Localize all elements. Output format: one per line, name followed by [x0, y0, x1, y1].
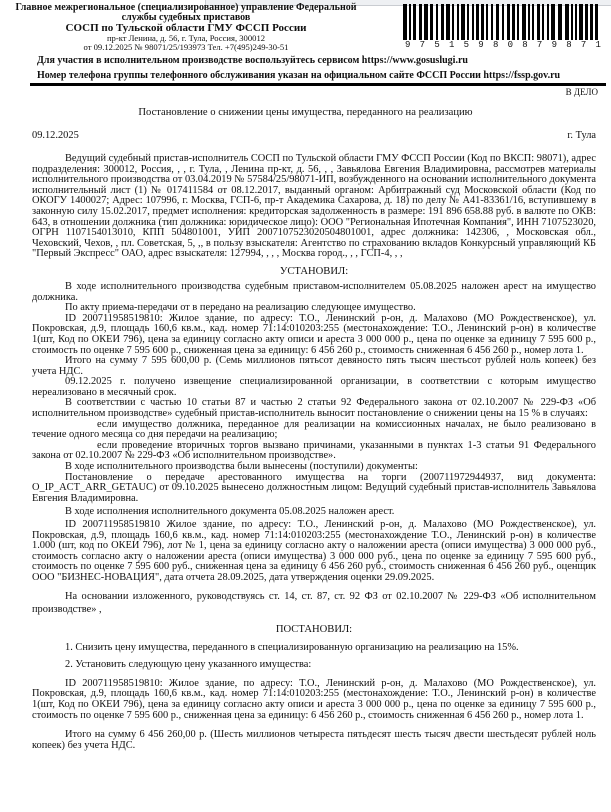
barcode-digit: 8: [522, 40, 528, 50]
established-paragraph: В соответствии с частью 10 статьи 87 и частью 2 статьи 92 Федерального закона от 02.10.2007 № 229-ФЗ «Об исполнительном производстве» судебный пристав-исполнитель выносит постановление о снижении цены на 15 % в случаях:: [32, 397, 596, 420]
barcode: [403, 4, 601, 40]
barcode-digit: 5: [463, 40, 470, 50]
established-paragraph: В ходе исполнительного производства были вынесены (поступили) документы:: [65, 461, 418, 473]
barcode-digit: 1: [595, 40, 601, 50]
resolved-paragraph: 2. Установить следующую цену указанного имущества:: [65, 659, 312, 671]
org-address: пр-кт Ленина, д. 56, г. Тула, Россия, 300012: [106, 32, 266, 43]
barcode-bar: [571, 4, 573, 40]
phone-notice: Номер телефона группы телефонного обслуживания указан на официальном сайте ФССП России https://fssp.gov.ru: [37, 70, 561, 81]
barcode-bar: [461, 4, 465, 40]
barcode-bar: [496, 4, 499, 40]
document-date: 09.12.2025: [32, 130, 79, 141]
document-title: Постановление о снижении цены имущества, переданного на реализацию: [138, 107, 473, 118]
barcode-bar: [585, 4, 588, 40]
barcode-bar: [502, 4, 504, 40]
barcode-digit: 5: [434, 40, 440, 50]
barcode-bar: [595, 4, 598, 40]
barcode-digit: 0: [507, 40, 513, 50]
barcode-bar: [486, 4, 488, 40]
established-paragraph: если имущество должника, переданное для реализации на комиссионных началах, не было реализовано в течение одного месяца со дня передачи на реализацию;: [32, 418, 596, 441]
barcode-bar: [532, 4, 534, 40]
barcode-bar: [476, 4, 479, 40]
document-body: [32, 154, 596, 751]
barcode-digit: 9: [478, 40, 484, 50]
barcode-bar: [481, 4, 484, 40]
established-paragraph: В ходе исполнения исполнительного документа 05.08.2025 наложен арест.: [65, 506, 395, 518]
resolved-paragraph: 1. Снизить цену имущества, переданного в специализированную организацию на реализацию на 15%.: [65, 641, 519, 653]
barcode-digit: 8: [492, 40, 499, 50]
established-heading: УСТАНОВИЛ:: [279, 265, 349, 277]
barcode-bar: [436, 4, 438, 40]
barcode-bar: [507, 4, 510, 40]
property-item: ID 200711958519810: Жилое здание, по адресу: Т.О., Ленинский р-он, д. Малахово (МО Рождественское), ул. Покровская, д.9, площадь 160,6 кв.м., кад. номер 71:14:010203:255 (местонахождение: Т.О., Ленинский р-он) в количестве 1(шт, Код по ОКЕИ 796), цена за единицу согласно акту описи и ареста 3 000 000 р., цена по оценке за единицу 7 595 600 р., стоимость по оценке 7 595 600 р., сниженная цена за единицу: 6 456 260 р., стоимость сниженная 6 456 260 р., номер лота 1.: [32, 312, 596, 356]
barcode-digit: 7: [419, 40, 426, 50]
barcode-bar: [457, 4, 459, 40]
barcode-bar: [542, 4, 544, 40]
barcode-bar: [579, 4, 583, 40]
barcode-digit: 7: [536, 40, 543, 50]
barcode-digit: 8: [566, 40, 572, 50]
gosuslugi-notice: Для участия в исполнительном производстве воспользуйтесь сервисом https://www.gosuslugi.ru: [37, 55, 468, 66]
established-paragraph: По акту приема-передачи от в передано на реализацию следующее имущество.: [65, 302, 416, 314]
established-paragraph: В ходе исполнительного производства судебным приставом-исполнителем 05.08.2025 наложен арест на имущество должника.: [32, 280, 596, 303]
barcode-bar: [590, 4, 593, 40]
header-divider: [30, 83, 606, 86]
resolved-heading: ПОСТАНОВИЛ:: [275, 623, 353, 635]
barcode-bar: [446, 4, 450, 40]
barcode-bar: [547, 4, 549, 40]
barcode-bar: [403, 4, 407, 40]
org-line-1: Главное межрегиональное (специализированное) управление Федеральной: [15, 2, 357, 13]
barcode-bar: [512, 4, 515, 40]
barcode-bar: [528, 4, 530, 40]
established-paragraph: Итого на сумму 7 595 600,00 р. (Семь миллионов пятьсот девяносто пять тысяч шестьсот рублей ноль копеек) без учета НДС.: [32, 355, 596, 377]
barcode-digit: 7: [580, 40, 587, 50]
barcode-digits: [405, 40, 601, 50]
established-paragraph: На основании изложенного, руководствуясь ст. 14, ст. 87, ст. 92 ФЗ от 02.10.2007 № 229-ФЗ «Об исполнительном производстве» ,: [32, 590, 596, 615]
established-paragraph: 09.12.2025 г. получено извещение специализированной организации, в соответствии с которым имущество нереализовано в месячный срок.: [32, 376, 596, 398]
barcode-bar: [558, 4, 562, 40]
document-registration: от 09.12.2025 № 98071/25/193973 Тел. +7(495)249-30-51: [83, 41, 289, 52]
barcode-bar: [537, 4, 540, 40]
property-item: ID 200711958519810 Жилое здание, по адресу: Т.О., Ленинский р-он, д. Малахово (МО Рождественское), ул. Покровская, д.9, площадь 160,6 кв.м., кад. номер 71:14:010203:255 (местонахождение Т.О., Ленинский р-он) в количестве 1.000 (шт, код по ОКЕИ 796), лот № 1, цена за единицу согласно акту о наложении ареста (описи имущества) 3 000 000 руб., стоимость согласно акту о наложении ареста (описи имущества) 3 000 000 руб., цена по оценке за единицу 7 595 600 руб., стоимость по оценке 7 595 600 руб., сниженная цена за единицу 6 456 260 руб., стоимость сниженная 6 456 260 руб., оценщик ООО "БИЗНЕС-НОВАЦИЯ", дата отчета 28.09.2025, дата утверждения оценки 29.09.2025.: [32, 519, 596, 583]
established-paragraph: Постановление о передаче арестованного имущества на торги (200711972944937, вид документа: O_IP_ACT_ARR_GETAUC) от 09.10.2025 вынесено должностным лицом: Ведущий судебный пристав-исполнитель Завьялова Евгения Владимировна.: [32, 471, 596, 504]
barcode-bar: [522, 4, 526, 40]
barcode-bar: [430, 4, 433, 40]
barcode-bar: [472, 4, 474, 40]
intro-paragraph: Ведущий судебный пристав-исполнитель СОСП по Тульской области ГМУ ФССП России (Код по ВКСП: 98071), адрес подразделения: 300012, Россия, , , г. Тула, , Ленина пр-кт, д. 56, , , Завьялова Евгения Владимировна, рассмотрев материалы исполнительного производства от 03.04.2019 № 57584/25/98071-ИП, возбужденного на основании исполнительного документа исполнительный лист (1) № 017411584 от 08.12.2017, выданный органом: Арбитражный суд Московской области (Код по ОКОГУ 1400027; Адрес: 107996, г. Москва, ГСП-6, пр-т Академика Сахарова, д. 18) по делу № А41-83361/16, вступившему в законную силу 15.02.2017, предмет исполнения: кредиторская задолженность в размере: 191 896 658.88 руб. в валюте по ОКВ: 643, в отношении должника (тип должника: юридическое лицо): ООО "Региональная Ипотечная Компания", ИНН 7107523020, ОГРН 1107154013010, КПП 504801001, УИП 2007107523020504801001, адрес должника: 142306, , Московская обл., Чеховский, Чехов, , пл. Советская, 5, ,, в пользу взыскателя: Агентство по страхованию вкладов Конкурсный управляющий КБ "Первый Экспресс" ОАО, адрес взыскателя: 127994, , , , Москва город., , , ГСП-4, , ,: [32, 153, 596, 260]
document-city: г. Тула: [567, 130, 596, 141]
barcode-bar: [409, 4, 411, 40]
barcode-bar: [424, 4, 428, 40]
barcode-digit: 1: [448, 40, 455, 50]
barcode-bar: [413, 4, 416, 40]
resolved-paragraph: Итого на сумму 6 456 260,00 р. (Шесть миллионов четыреста пятьдесят шесть тысяч двести шестьдесят рублей ноль копеек) без учета НДС.: [32, 729, 596, 751]
barcode-bar: [575, 4, 577, 40]
barcode-digit: 9: [405, 40, 411, 50]
established-paragraph: если проведение вторичных торгов вызвано причинами, указанными в пунктах 1-3 статьи 91 Федерального закона от 02.10.2007 № 229-ФЗ «Об исполнительном производстве».: [32, 439, 596, 462]
barcode-bar: [467, 4, 469, 40]
barcode-bar: [491, 4, 493, 40]
org-line-3: СОСП по Тульской области ГМУ ФССП России: [65, 22, 307, 35]
barcode-bar: [517, 4, 519, 40]
barcode-bar: [565, 4, 569, 40]
barcode-bar: [452, 4, 454, 40]
issuer-header: [0, 3, 372, 52]
filing-mark: В ДЕЛО: [565, 87, 598, 97]
barcode-bar: [551, 4, 555, 40]
property-item: ID 200711958519810: Жилое здание, по адресу: Т.О., Ленинский р-он, д. Малахово (МО Рождественское), ул. Покровская, д.9, площадь 160,6 кв.м., кад. номер 71:14:010203:255 (местонахождение: Т.О., Ленинский р-он) в количестве 1(шт, Код по ОКЕИ 796), цена за единицу согласно акту описи и ареста 3 000 000 р., цена по оценке за единицу 7 595 600 р., стоимость по оценке 7 595 600 р., сниженная цена за единицу: 6 456 260 р., стоимость сниженная 6 456 260 р., номер лота 1.: [32, 677, 596, 721]
barcode-digit: 9: [551, 40, 557, 50]
barcode-bar: [419, 4, 422, 40]
org-line-2: службы судебных приставов: [121, 12, 251, 24]
barcode-bar: [441, 4, 444, 40]
